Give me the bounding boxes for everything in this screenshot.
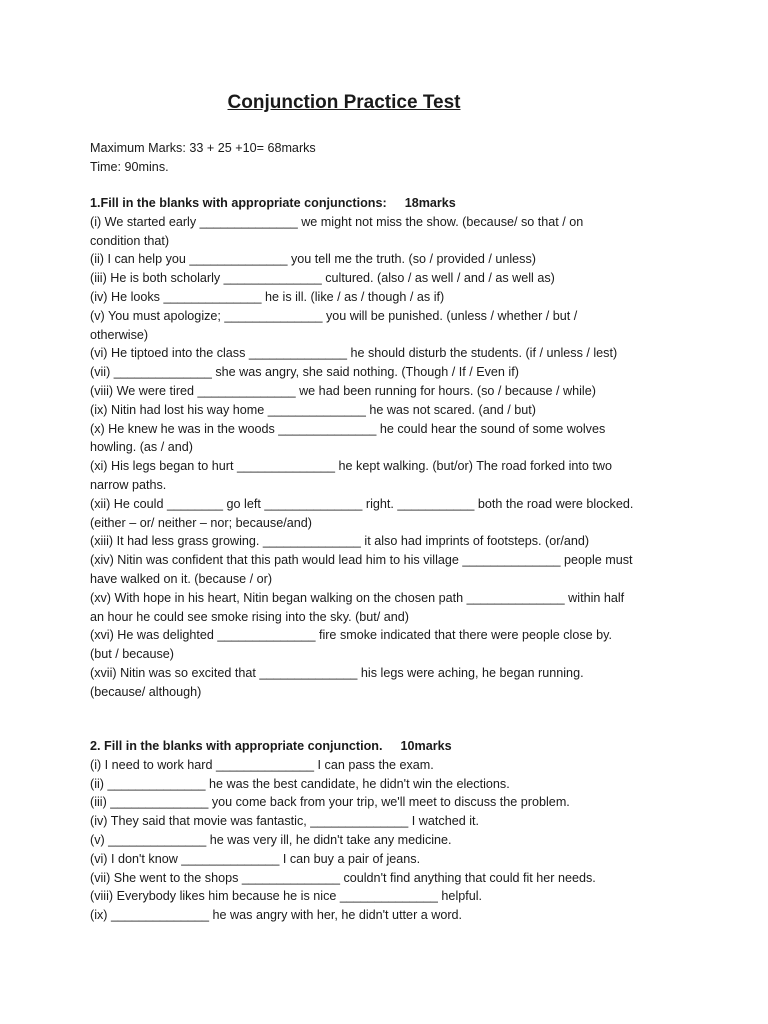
question-line: (iii) ______________ you come back from your trip, we'll meet to discuss the problem. — [90, 795, 570, 810]
question-line: (xiv) Nitin was confident that this path would lead him to his village ______________ people must — [90, 553, 633, 568]
section-1-marks: 18marks — [404, 196, 456, 210]
question-line: condition that) — [90, 233, 170, 248]
question-line: (either – or/ neither – nor; because/and) — [90, 515, 312, 530]
question-line: (xiii) It had less grass growing. ______________ it also had imprints of footsteps. (or/and) — [90, 534, 590, 549]
question-line: (vii) She went to the shops ______________ couldn't find anything that could fit her needs. — [90, 870, 596, 885]
question-line: (viii) We were tired ______________ we had been running for hours. (so / because / while) — [90, 383, 596, 398]
question-line: (xv) With hope in his heart, Nitin began walking on the chosen path ______________ within half — [90, 590, 625, 605]
question-line: (vi) I don't know ______________ I can buy a pair of jeans. — [90, 851, 421, 866]
question-line: (vii) ______________ she was angry, she said nothing. (Though / If / Even if) — [90, 365, 519, 380]
question-line: (xvii) Nitin was so excited that ______________ his legs were aching, he began running. — [90, 665, 584, 680]
section-1-title: 1.Fill in the blanks with appropriate conjunctions: — [90, 196, 387, 210]
question-line: (xi) His legs began to hurt ______________ he kept walking. (but/or) The road forked into two — [90, 459, 613, 474]
section-2-title: 2. Fill in the blanks with appropriate conjunction. — [90, 739, 383, 753]
test-meta — [90, 139, 316, 176]
question-line: (viii) Everybody likes him because he is nice ______________ helpful. — [90, 889, 483, 904]
question-line: (iv) They said that movie was fantastic, ______________ I watched it. — [90, 814, 479, 829]
question-line: (ix) ______________ he was angry with her, he didn't utter a word. — [90, 908, 463, 923]
time-limit: Time: 90mins. — [90, 159, 169, 174]
section-2-heading — [90, 737, 690, 756]
question-line: (v) ______________ he was very ill, he didn't take any medicine. — [90, 832, 452, 847]
page-title: Conjunction Practice Test — [227, 92, 461, 113]
question-line: (v) You must apologize; ______________ you will be punished. (unless / whether / but / — [90, 308, 578, 323]
question-line: (ii) I can help you ______________ you tell me the truth. (so / provided / unless) — [90, 252, 536, 267]
section-2-marks: 10marks — [400, 739, 452, 753]
question-line: (x) He knew he was in the woods ______________ he could hear the sound of some wolves — [90, 421, 606, 436]
question-line: an hour he could see smoke rising into the sky. (but/ and) — [90, 609, 409, 624]
question-line: (ii) ______________ he was the best candidate, he didn't win the elections. — [90, 776, 510, 791]
question-line: narrow paths. — [90, 477, 167, 492]
question-line: (i) We started early ______________ we might not miss the show. (because/ so that / on — [90, 214, 584, 229]
question-line: howling. (as / and) — [90, 440, 193, 455]
question-line: (iii) He is both scholarly ______________ cultured. (also / as well / and / as well as) — [90, 271, 555, 286]
question-line: (because/ although) — [90, 684, 202, 699]
section-1-heading — [90, 194, 690, 213]
section-1 — [90, 194, 690, 702]
section-2 — [90, 737, 690, 925]
question-line: (vi) He tiptoed into the class ______________ he should disturb the students. (if / unless / lest) — [90, 346, 618, 361]
question-line: have walked on it. (because / or) — [90, 571, 273, 586]
question-line: otherwise) — [90, 327, 149, 342]
question-line: (i) I need to work hard ______________ I can pass the exam. — [90, 757, 434, 772]
question-line: (xvi) He was delighted ______________ fire smoke indicated that there were people close by. — [90, 628, 613, 643]
max-marks: Maximum Marks: 33 + 25 +10= 68marks — [90, 141, 316, 155]
question-line: (but / because) — [90, 647, 175, 662]
question-line: (ix) Nitin had lost his way home ______________ he was not scared. (and / but) — [90, 402, 536, 417]
question-line: (iv) He looks ______________ he is ill. (like / as / though / as if) — [90, 289, 445, 304]
question-line: (xii) He could ________ go left ______________ right. ___________ both the road were blocked. — [90, 496, 634, 511]
